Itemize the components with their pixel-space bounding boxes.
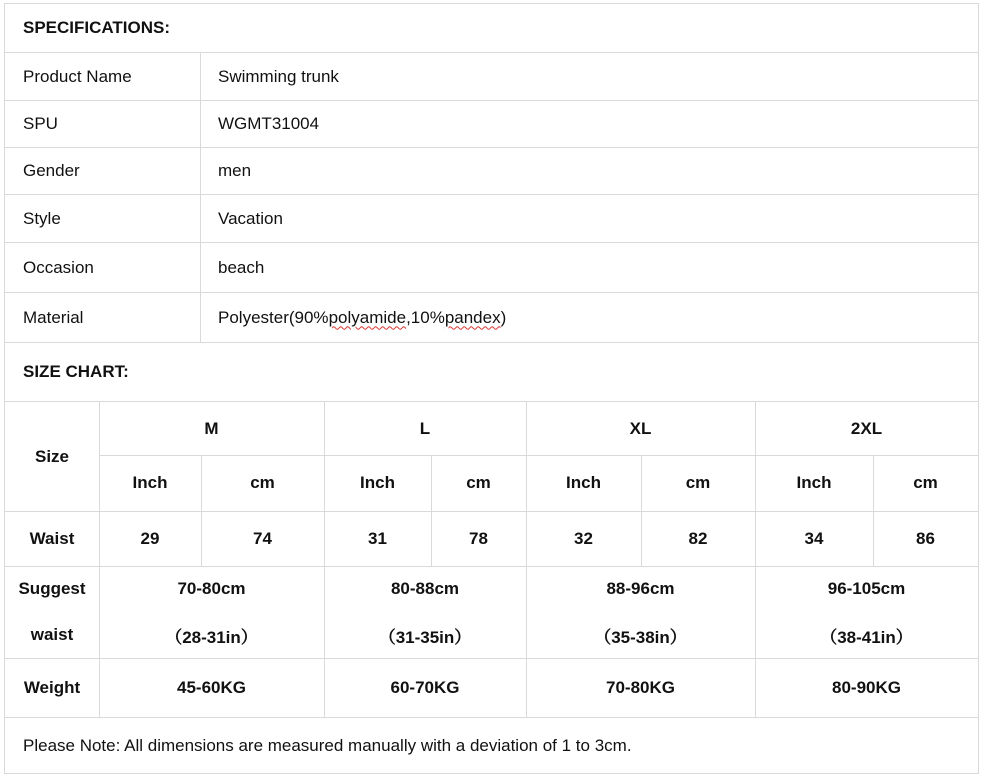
size-label: Size [34,446,70,466]
material-text-flagged: polyamide [328,307,407,327]
spec-value: men [218,161,252,180]
suggest-waist-cm: 96-105cm [827,579,906,598]
material-text: Polyester(90% [218,307,329,327]
suggest-waist-cm: 88-96cm [606,579,675,598]
specifications-heading: SPECIFICATIONS: [23,18,171,37]
waist-value: 74 [253,528,272,548]
spec-value-material [218,293,506,342]
unit-label: cm [250,473,275,492]
waist-label: Waist [29,528,75,548]
weight-value: 45-60KG [177,677,246,697]
spec-value: Vacation [218,208,283,228]
size-header: M [204,418,219,438]
spec-value: WGMT31004 [218,114,320,133]
weight-value: 70-80KG [606,677,675,697]
spec-label: Gender [23,161,80,180]
note-row [5,718,978,773]
unit-label: cm [913,473,938,492]
spec-row [5,53,978,101]
column-divider [200,148,201,194]
column-divider [200,101,201,147]
size-header: 2XL [850,418,883,438]
product-spec-sheet [4,3,979,774]
spec-row [5,293,978,343]
suggest-waist-inch: （35-38in） [594,627,687,647]
measurement-note: Please Note: All dimensions are measured manually with a deviation of 1 to 3cm. [23,735,632,755]
column-divider [200,243,201,292]
unit-label: Inch [566,473,601,492]
material-text-flagged: pandex [444,307,501,327]
material-text: ) [500,307,507,327]
suggest-waist-inch: （31-35in） [378,627,472,647]
suggest-waist-cm: 80-88cm [390,579,460,598]
waist-value: 32 [574,528,593,548]
weight-label: Weight [23,677,81,697]
spec-label: Material [23,307,84,327]
waist-value: 34 [804,528,824,548]
suggest-waist-label-line2: waist [30,625,74,644]
specifications-heading-row [5,4,978,53]
size-chart-heading-row [5,343,978,402]
weight-value: 80-90KG [832,677,901,697]
spec-value: beach [218,257,265,277]
spec-row [5,243,978,293]
spec-label: Style [23,208,61,228]
unit-label: Inch [132,473,168,492]
waist-value: 82 [688,528,708,548]
unit-label: Inch [796,473,832,492]
spec-label: Product Name [23,66,132,86]
spec-label: Occasion [23,257,94,277]
column-divider [200,53,201,100]
suggest-waist-inch: （28-31in） [165,627,258,647]
spec-row [5,195,978,243]
suggest-waist-cm: 70-80cm [177,579,246,598]
weight-value: 60-70KG [390,677,460,697]
spec-row [5,101,978,148]
column-divider [200,195,201,242]
column-divider [200,293,201,342]
suggest-waist-inch: （38-41in） [820,627,913,647]
size-chart-table [5,402,978,718]
spec-row [5,148,978,195]
size-chart-heading: SIZE CHART: [23,362,129,381]
unit-label: cm [466,473,491,492]
unit-label: cm [685,473,711,492]
spec-value: Swimming trunk [218,66,339,86]
suggest-waist-label-line1: Suggest [18,579,86,598]
spec-label: SPU [23,114,58,133]
waist-value: 86 [916,528,935,548]
waist-value: 78 [469,528,488,548]
waist-value: 29 [140,528,160,548]
material-text: ,10% [406,307,445,327]
waist-value: 31 [368,528,387,548]
unit-label: Inch [360,473,395,492]
size-header: XL [629,418,652,438]
size-header: L [419,418,431,438]
